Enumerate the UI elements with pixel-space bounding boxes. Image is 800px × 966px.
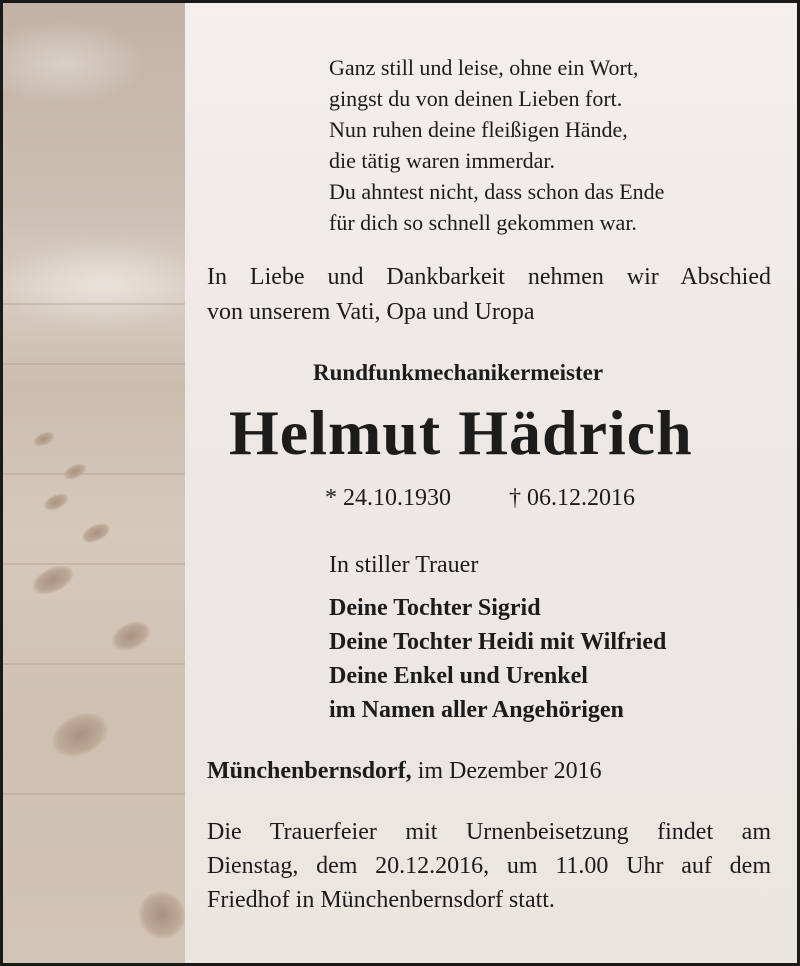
poem-line: Nun ruhen deine fleißigen Hände, [329,117,628,142]
intro-line: In Liebe und Dankbarkeit nehmen wir Abschied [207,264,771,290]
poem-line: Ganz still und leise, ohne ein Wort, [329,55,639,80]
mourner-line: Deine Tochter Heidi mit Wilfried [329,629,667,655]
death-date: † 06.12.2016 [509,485,635,511]
mourning-intro: In stiller Trauer [329,552,479,578]
profession: Rundfunkmechanikermeister [313,360,604,385]
birth-date: * 24.10.1930 [325,485,451,511]
mourner-line: Deine Enkel und Urenkel [329,663,588,689]
mourner-line: Deine Tochter Sigrid [329,595,541,621]
funeral-line: Dienstag, dem 20.12.2016, um 11.00 Uhr auf dem [207,853,771,879]
poem-line: Du ahntest nicht, dass schon das Ende [329,179,665,204]
mourner-line: im Namen aller Angehörigen [329,697,624,723]
funeral-line: Die Trauerfeier mit Urnenbeisetzung findet am [207,819,771,845]
intro-line: von unserem Vati, Opa und Uropa [207,299,535,325]
poem-line: die tätig waren immerdar. [329,148,556,173]
date: im Dezember 2016 [417,758,602,784]
place-date [207,756,602,787]
poem-line: gingst du von deinen Lieben fort. [329,86,623,111]
deceased-name: Helmut Hädrich [229,397,693,468]
obituary-text [3,3,797,963]
place: Münchenbernsdorf, [207,758,412,784]
poem-line: für dich so schnell gekommen war. [329,210,637,235]
funeral-line: Friedhof in Münchenbernsdorf statt. [207,887,555,913]
